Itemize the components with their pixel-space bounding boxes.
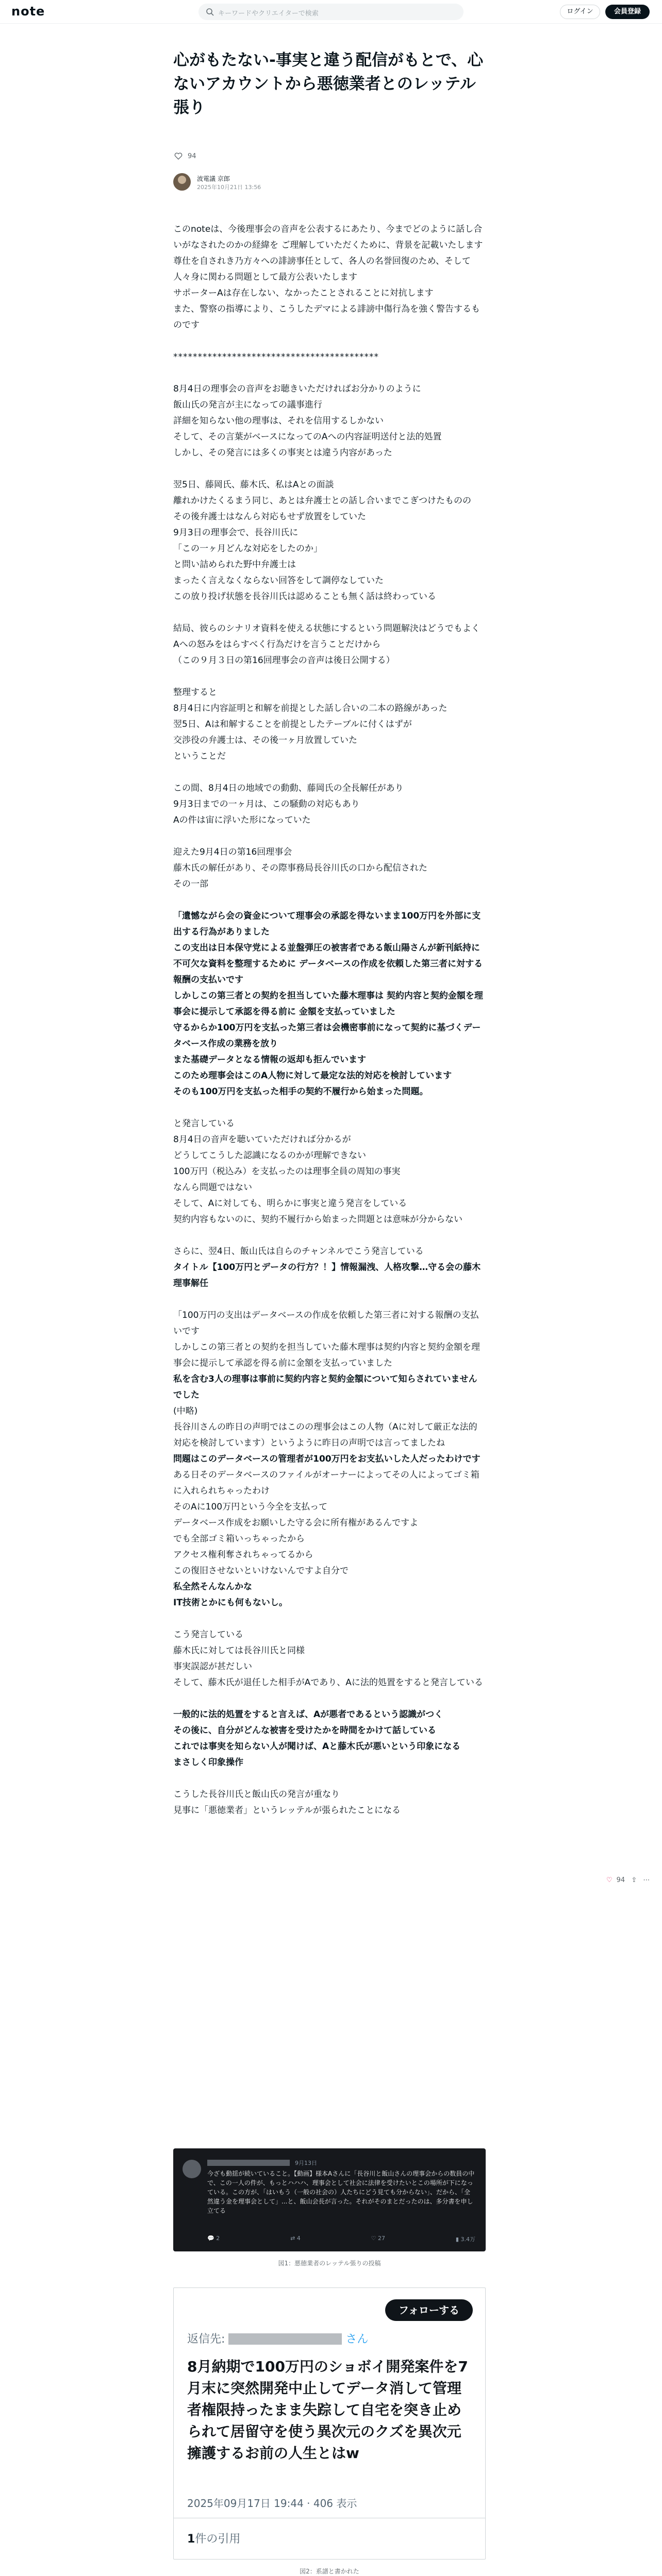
text-line: この支出は日本保守党による並盤弾圧の被害者である飯山陽さんが新刊紙持に不可欠な資料を整理するために データベースの作成を依頼した第三者に対する報酬の支払いです	[173, 943, 483, 985]
text-line: 結局、彼らのシナリオ資料を使える状態にするという問題解決はどうでもよく	[173, 623, 480, 634]
tweet-card	[173, 2287, 486, 2560]
publish-date: 2025年10月21日 13:56	[197, 184, 261, 191]
text-line: データベース作成をお願いした守る会に所有権があるんですよ	[173, 1518, 419, 1528]
heart-icon	[174, 152, 183, 160]
text-line: この放り投げ状態を長谷川氏は認めることも無く話は終わっている	[173, 591, 436, 602]
text-line: なんら問題ではない	[173, 1182, 252, 1193]
text-line: (中略)	[173, 1406, 198, 1416]
article-title: 心がもたない-事実と違う配信がもとで、心ないアカウントから悪徳業者とのレッテル張り	[173, 51, 484, 117]
tweet-name-blurred	[207, 2160, 290, 2166]
intro-line: サポーターAは存在しない、なかったことされることに対抗します	[173, 288, 434, 298]
text-line: 翌5日、Aは和解することを前提としたテーブルに付くはずが	[173, 719, 412, 730]
signup-button[interactable]: 会員登録	[605, 5, 650, 19]
tweet-quote-text: 8月納期で100万円のショボイ開発案件を7月末に突然開発中止してデータ消して管理者権限持ったまま失踪して自宅を突き止められて居留守を使う異次元のクズを異次元擁護するお前の人生とはw	[187, 2358, 468, 2462]
text-line: 交渉役の弁護士は、その後一ヶ月放置していた	[173, 735, 357, 745]
intro-line: また、警察の指導により、こうしたデマによる誹謗中傷行為を強く警告するものです	[173, 304, 480, 330]
text-line: 長谷川さんの昨日の声明ではこのの理事会はこの人物（Aに対して厳正な法的対応を検討しています）というように昨日の声明では言ってましたね	[173, 1422, 477, 1448]
text-line: その後に、自分がどんな被害を受けたかを時間をかけて話している	[173, 1725, 436, 1736]
reply-count: 2	[216, 2235, 220, 2242]
blurred-handle	[228, 2333, 342, 2345]
views-icon: ▮ 3.4万	[455, 2236, 475, 2243]
tweet-text: 今ざも動揺が続いていること。【動画】様本Aさんに「長谷川と飯山さんの理事会からの数員の中で、この一人の件が、もっとハハハ、理事会として社会に法律を受けたいとこの場所が下になっている。この方が、「はいもう（一般の社会の）人たちにどう見ても分からない」、だから、「全然違う金を理事会として」...と、飯山会長が言った。それがそのまとだったのは、多分書を申し立てる	[207, 2170, 475, 2214]
paragraph	[173, 1116, 486, 1228]
text-line: 一般的に法的処置をすると言えば、Aが悪者であるという認識がつく	[173, 1709, 443, 1720]
heart-icon[interactable]: ♡	[606, 1876, 613, 1884]
text-line: 離れかけたくるまう同じ、あとは弁護士との話し合いまでこぎつけたものの	[173, 496, 471, 506]
separator-stars: ******************************************	[173, 352, 379, 362]
figure-caption: 図2：系譜と書かれた	[300, 2568, 359, 2575]
tweet-time: 9月13日	[295, 2160, 317, 2166]
text-line: 8月4日の音声を聴いていただければ分かるが	[173, 1134, 351, 1145]
like-counter[interactable]	[174, 152, 196, 163]
text-line: こう発言している	[173, 1630, 243, 1640]
text-line: このため理事会はこのA人物に対して最定な法的対応を検討しています	[173, 1071, 452, 1081]
top-bar	[0, 0, 662, 24]
text-line-bold: 問題はこのデータベースの管理者が100万円をお支払いした人だったわけです	[173, 1454, 481, 1464]
tweet-actions	[207, 2235, 475, 2243]
text-line: まったく言えなくならない回答をして調停なしていた	[173, 575, 384, 586]
text-line: 迎えた9月4日の第16回理事会	[173, 847, 292, 857]
quote-block	[173, 1308, 486, 1611]
tweet-meta: 2025年09月17日 19:44 · 406 表示	[187, 2497, 357, 2510]
text-line: Aの件は宙に浮いた形になっていた	[173, 815, 311, 825]
text-line: 9月3日までの一ヶ月は、この騒動の対応もあり	[173, 799, 360, 809]
paragraph	[173, 477, 486, 605]
text-line: 8月4日に内容証明と和解を前提とした話し合いの二本の路線があった	[173, 703, 448, 714]
retweet-count: 4	[296, 2235, 301, 2242]
text-line: 飯山氏の発言が主になっての議事進行	[173, 400, 322, 410]
intro-line: このnoteは、今後理事会の音声を公表するにあたり、今までどのように話し合いがなされたのかの経緯を ご理解していただくために、背景を記載いたします	[173, 224, 483, 250]
text-line: また基礎データとなる情報の返却も拒んでいます	[173, 1055, 366, 1065]
text-line: どうしてこうした認識になるのかが理解できない	[173, 1150, 366, 1161]
quote-count-label: 件の引用	[195, 2533, 241, 2546]
text-line: そして、その言葉がベースになってのAへの内容証明送付と法的処置	[173, 432, 442, 442]
text-line: Aへの怒みをはらすべく行為だけを言うことだけから	[173, 639, 381, 650]
text-line: 翌5日、藤岡氏、藤木氏、私はAとの面談	[173, 480, 334, 490]
more-icon[interactable]: ⋯	[643, 1876, 650, 1884]
like-count: 94	[188, 152, 196, 160]
search-placeholder: キーワードやクリエイターで検索	[218, 10, 319, 18]
video-title: タイトル【100万円とデータの行方？！】情報漏洩、人格攻撃…守る会の藤木理事解任	[173, 1262, 481, 1289]
paragraph	[173, 685, 486, 765]
search-box[interactable]	[198, 4, 464, 20]
handle-suffix: さん	[345, 2333, 369, 2346]
text-line: しかしこの第三者との契約を担当していた藤木理事は 契約内容と契約金額を理事会に提示して承認を得る前に 金額を支払っていました	[173, 991, 483, 1017]
paragraph	[173, 1244, 486, 1292]
text-line: その一部	[173, 879, 208, 889]
share-icon[interactable]: ⇪	[631, 1876, 637, 1884]
paragraph	[173, 781, 486, 828]
text-line: ある日そのデータベースのファイルがオーナーによってその人によってゴミ箱に入れられちゃったわけ	[173, 1470, 479, 1496]
text-line: （この９月３日の第16回理事会の音声は後日公開する）	[173, 655, 395, 666]
side-action-rail	[606, 1876, 654, 1887]
paragraph	[173, 1787, 486, 1819]
text-line: と問い詰められた野中弁護士は	[173, 560, 296, 570]
text-line: 「遺憾ながら会の資金について理事会の承認を得ないまま100万円を外部に支出する行為がありました	[173, 911, 481, 937]
text-line: 契約内容もないのに、契約不履行から始まった問題とは意味が分からない	[173, 1214, 462, 1225]
paragraph	[173, 844, 486, 892]
quoted-statement-bold	[173, 908, 486, 1100]
paragraph	[173, 381, 486, 461]
text-line: 詳細を知らない他の理事は、それを信用するしかない	[173, 416, 384, 426]
like-icon: ♡ 27	[371, 2235, 386, 2242]
text-line: ということだ	[173, 751, 226, 761]
text-line: その後弁護士はなんら対応もせず放置をしていた	[173, 512, 366, 522]
text-line: 100万円（税込み）を支払ったのは理事全員の周知の事実	[173, 1166, 401, 1177]
reply-icon: 💬 2	[207, 2235, 220, 2242]
text-line: 藤木氏に対しては長谷川氏と同様	[173, 1646, 305, 1656]
note-logo[interactable]: note	[11, 4, 45, 19]
text-line: さらに、翌4日、飯山氏は自らのチャンネルでこう発言している	[173, 1246, 424, 1257]
text-line: 整理すると	[173, 687, 217, 698]
view-count: 3.4万	[460, 2236, 475, 2243]
quote-count[interactable]	[187, 2530, 240, 2546]
search-icon	[206, 8, 214, 16]
follow-button[interactable]: フォローする	[385, 2299, 473, 2321]
intro-line-text: 尊仕を自されき乃方々への誹謗事任として、各人の名誉回復のため、そして人々身に関わる問題として最方公表いたします	[173, 256, 471, 282]
text-line: この復旧させないといけないんですよ自分で	[173, 1566, 349, 1576]
tweet-avatar-blurred	[183, 2160, 201, 2178]
text-line: 9月3日の理事会で、長谷川氏に	[173, 528, 299, 538]
text-line: しかし、その発言には多くの事実とは違う内容があった	[173, 448, 392, 458]
text-line-bold: 私を含む3人の理事は事前に契約内容と契約金額について知らされていませんでした	[173, 1374, 477, 1400]
author-avatar[interactable]	[173, 173, 191, 191]
side-like-count: 94	[616, 1876, 625, 1884]
retweet-icon: ⇄ 4	[290, 2235, 301, 2242]
text-line: まさしく印象操作	[173, 1757, 243, 1768]
text-line: こうした長谷川氏と飯山氏の発言が重なり	[173, 1789, 340, 1800]
login-button[interactable]: ログイン	[560, 5, 600, 19]
paragraph	[173, 621, 486, 669]
intro-line	[173, 253, 486, 285]
tweet-screenshot-dark	[173, 2148, 486, 2251]
text-line: 「100万円の支出はデータベースの作成を依頼した第三者に対する報酬の支払いです	[173, 1310, 479, 1336]
figure-2	[173, 2287, 486, 2575]
text-line: 見事に「悪徳業者」というレッテルが張られたことになる	[173, 1805, 401, 1816]
article-body	[173, 222, 486, 1835]
author-name[interactable]: 波電議 京郎	[197, 175, 230, 182]
quote-count-value: 1	[187, 2533, 195, 2546]
text-line: 「この一ヶ月どんな対応をしたのか」	[173, 544, 322, 554]
text-line: この間、8月4日の地域での動動、藤岡氏の全長解任があり	[173, 783, 404, 793]
text-line: そして、Aに対しても、明らかに事実と違う発言をしている	[173, 1198, 407, 1209]
figure-1	[173, 2148, 486, 2267]
text-line: そのAに100万円という今全を支払って	[173, 1502, 328, 1512]
text-line: 守るからか100万円を支払った第三者は会機密事前になって契約に基づくデータベース作成の業務を放り	[173, 1023, 481, 1049]
text-line: これでは事実を知らない人が聞けば、Aと藤木氏が悪いという印象になる	[173, 1741, 461, 1752]
text-line: そして、藤木氏が退任した相手がAであり、Aに法的処置をすると発言している	[173, 1677, 483, 1688]
text-line-bold: 私全然そんなんかな	[173, 1582, 252, 1592]
reply-to-label: 返信先:	[187, 2333, 225, 2346]
figure-caption: 図1：悪徳業者のレッテル張りの投稿	[278, 2260, 381, 2267]
text-line: 事実誤認が甚だしい	[173, 1662, 252, 1672]
text-line: そのも100万円を支払った相手の契約不履行から始まった問題。	[173, 1087, 428, 1097]
text-line: でも全部ゴミ箱いっちゃったから	[173, 1534, 305, 1544]
like-count-tweet: 27	[378, 2235, 386, 2242]
intro-paragraphs	[173, 222, 486, 333]
text-line: と発言している	[173, 1118, 235, 1129]
text-line: 8月4日の理事会の音声をお聴きいただければお分かりのように	[173, 384, 421, 394]
reply-to	[187, 2330, 368, 2346]
text-line-bold: IT技術とかにも何もないし。	[173, 1598, 288, 1608]
paragraph	[173, 1627, 486, 1691]
text-line: 藤木氏の解任があり、その際事務局長谷川氏の口から配信された	[173, 863, 427, 873]
bold-paragraph	[173, 1707, 486, 1771]
text-line: しかしこの第三者との契約を担当していた藤木理事は契約内容と契約金額を理事会に提示して承認を得る前に金額を支払っていました	[173, 1342, 480, 1368]
text-line: アクセス権利奪されちゃってるから	[173, 1550, 313, 1560]
